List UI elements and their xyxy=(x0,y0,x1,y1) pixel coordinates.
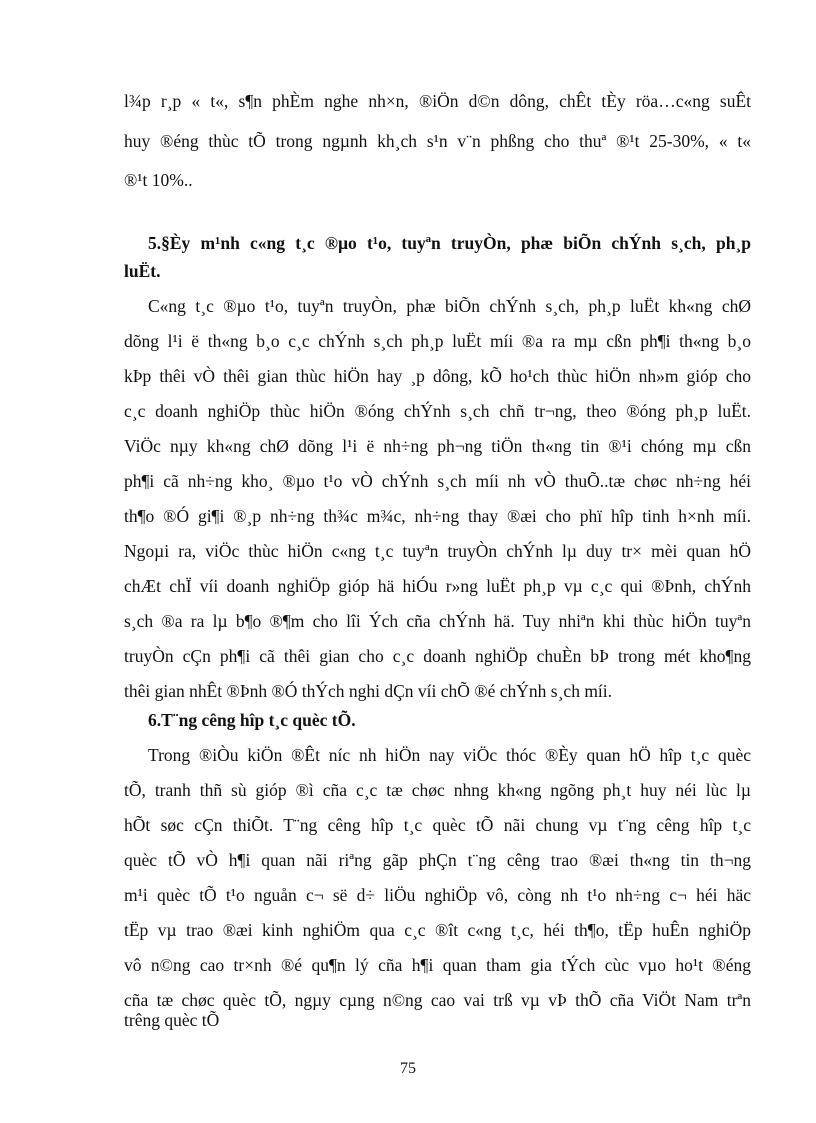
body-text-line: chÆt chÏ víi doanh nghiÖp gióp hä hiÓu r»ng luËt ph¸p vµ c¸c qui ®Þnh, chÝnh xyxy=(124,576,751,596)
body-text-line: dõng l¹i ë th«ng b¸o c¸c chÝnh s¸ch ph¸p luËt míi ®a ra mµ cßn ph¶i th«ng b¸o xyxy=(124,331,751,351)
body-text-line: s¸ch ®a ra lµ b¶o ®¶m cho lîi Ých cña chÝnh hä. Tuy nhiªn khi thùc hiÖn tuyªn xyxy=(124,611,751,631)
section-heading-line: 5.§Èy m¹nh c«ng t¸c ®µo t¹o, tuyªn truyÒn, phæ biÕn chÝnh s¸ch, ph¸p xyxy=(148,233,751,253)
body-text-line: tËp vµ trao ®æi kinh nghiÖm qua c¸c ®ît c«ng t¸c, héi th¶o, tËp huÊn nghiÖp xyxy=(124,920,751,940)
body-text-line: Ngoµi ra, viÖc thùc hiÖn c«ng t¸c tuyªn truyÒn chÝnh lµ duy tr× mèi quan hÖ xyxy=(124,541,751,561)
body-text-line: ®¹t 10%.. xyxy=(124,170,193,190)
body-text-line: vô n©ng cao tr×nh ®é qu¶n lý cña h¶i quan tham gia tÝch cùc vµo ho¹t ®éng xyxy=(124,955,751,975)
page-number: 75 xyxy=(400,1060,416,1077)
body-text-line: hÕt søc cÇn thiÕt. T¨ng cêng hîp t¸c quèc tÕ nãi chung vµ t¨ng cêng hîp t¸c xyxy=(124,815,751,835)
body-text-line: trêng quèc tÕ xyxy=(124,1010,220,1030)
body-text-line: thêi gian nhÊt ®Þnh ®Ó thÝch nghi dÇn víi chÕ ®é chÝnh s¸ch míi. xyxy=(124,681,613,701)
body-text-line: ph¶i cã nh÷ng kho¸ ®µo t¹o vÒ chÝnh s¸ch míi nh vÒ thuÕ..tæ chøc nh÷ng héi xyxy=(124,471,751,491)
body-text-line: th¶o ®Ó gi¶i ®¸p nh÷ng th¾c m¾c, nh÷ng thay ®æi cho phï hîp tinh h×nh míi. xyxy=(124,506,751,526)
body-text-line: kÞp thêi vÒ thêi gian thùc hiÖn hay ¸p dông, kÕ ho¹ch thùc hiÖn nh»m gióp cho xyxy=(124,366,751,386)
section-heading-line: luËt. xyxy=(124,261,161,281)
body-text-line: C«ng t¸c ®µo t¹o, tuyªn truyÒn, phæ biÕn chÝnh s¸ch, ph¸p luËt kh«ng chØ xyxy=(148,296,751,316)
body-text-line: Trong ®iÒu kiÖn ®Êt níc nh hiÖn nay viÖc thóc ®Èy quan hÖ hîp t¸c quèc xyxy=(148,745,751,765)
section-heading: 6.T¨ng cêng hîp t¸c quèc tÕ. xyxy=(148,710,356,730)
body-text-line: ViÖc nµy kh«ng chØ dõng l¹i ë nh÷ng ph¬ng tiÖn th«ng tin ®¹i chóng mµ cßn xyxy=(124,436,751,456)
body-text-line: huy ®éng thùc tÕ trong ngµnh kh¸ch s¹n v¨n phßng cho thuª ®¹t 25-30%, « t« xyxy=(124,131,751,151)
body-text-line: truyÒn cÇn ph¶i cã thêi gian cho c¸c doanh nghiÖp chuÈn bÞ trong mét kho¶ng xyxy=(124,646,751,666)
body-text-line: tÕ, tranh thñ sù gióp ®ì cña c¸c tæ chøc nhng kh«ng ngõng ph¸t huy néi lùc lµ xyxy=(124,780,751,800)
body-text-line: c¸c doanh nghiÖp thùc hiÖn ®óng chÝnh s¸ch chñ tr¬ng, theo ®óng ph¸p luËt. xyxy=(124,401,751,421)
body-text-line: quèc tÕ vÒ h¶i quan nãi riªng gãp phÇn t¨ng cêng trao ®æi th«ng tin th¬ng xyxy=(124,850,751,870)
body-text-line: l¾p r¸p « t«, s¶n phÈm nghe nh×n, ®iÖn d©n dông, chÊt tÈy röa…c«ng suÊt xyxy=(124,91,751,111)
body-text-line: cña tæ chøc quèc tÕ, ngµy cµng n©ng cao vai trß vµ vÞ thÕ cña ViÖt Nam trªn xyxy=(124,990,751,1010)
body-text-line: m¹i quèc tÕ t¹o nguån c¬ së d÷ liÖu nghiÖp vô, còng nh t¹o nh÷ng c¬ héi häc xyxy=(124,885,751,905)
